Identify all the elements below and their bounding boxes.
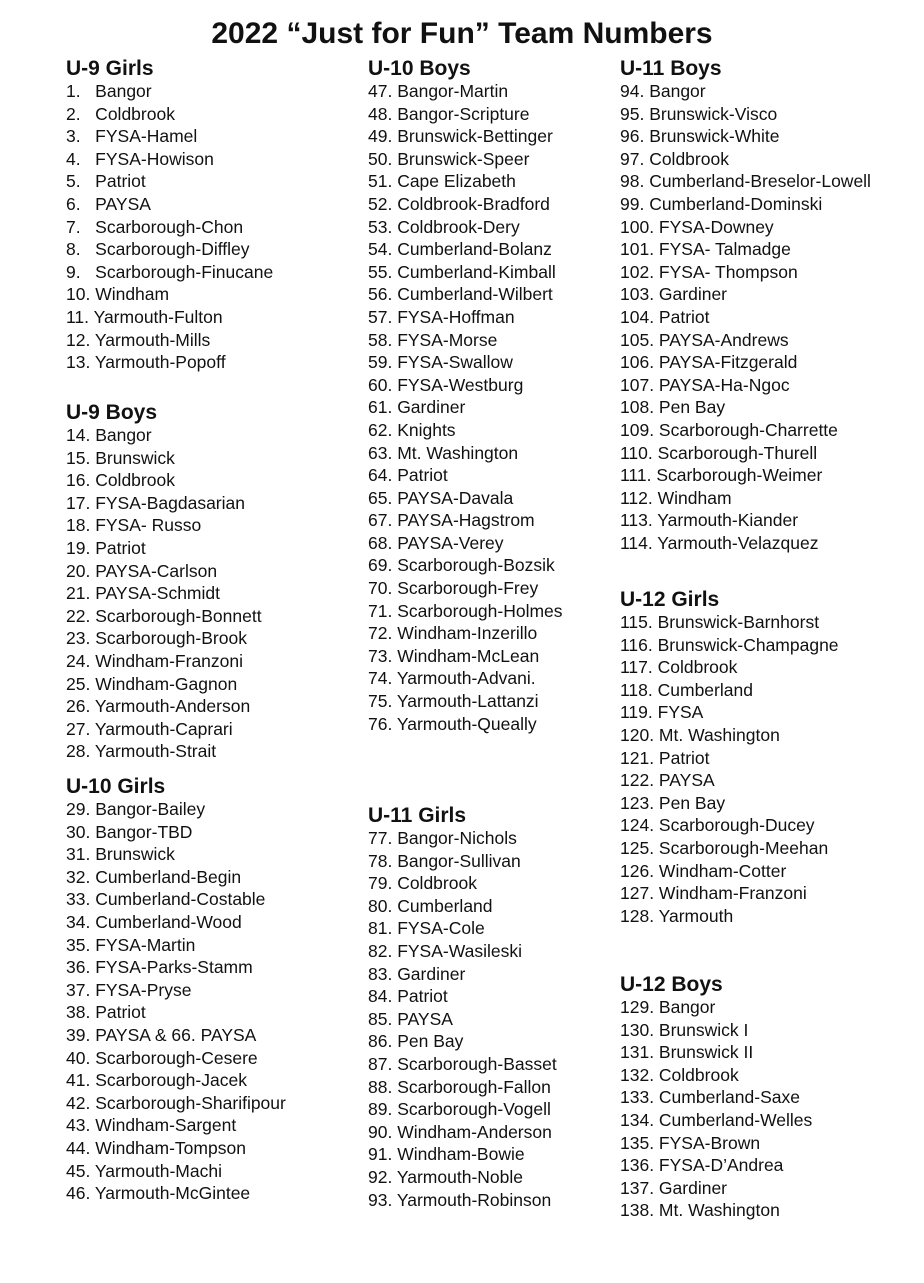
team-list-item: 72. Windham-Inzerillo: [368, 623, 538, 644]
team-list-item: 18. FYSA- Russo: [66, 515, 202, 536]
team-list-item: 83. Gardiner: [368, 963, 466, 984]
team-list-item: 74. Yarmouth-Advani.: [368, 668, 536, 689]
section-header: U-9 Girls: [66, 57, 154, 80]
team-list-item: 13. Yarmouth-Popoff: [66, 352, 226, 373]
team-list-item: 52. Coldbrook-Bradford: [368, 193, 550, 214]
team-list-item: 10. Windham: [66, 284, 170, 305]
team-list-item: 1. Bangor: [66, 81, 152, 101]
team-section: [368, 803, 557, 1211]
team-list-item: 17. FYSA-Bagdasarian: [66, 492, 245, 513]
team-list-item: 85. PAYSA: [368, 1008, 453, 1029]
team-list-item: 61. Gardiner: [368, 397, 466, 418]
team-list-item: 132. Coldbrook: [620, 1064, 739, 1085]
team-list-item: 80. Cumberland: [368, 895, 493, 916]
team-list-item: 12. Yarmouth-Mills: [66, 329, 211, 350]
team-list-item: 99. Cumberland-Dominski: [620, 193, 823, 214]
team-list-item: 116. Brunswick-Champagne: [620, 634, 839, 655]
team-list-item: 59. FYSA-Swallow: [368, 352, 513, 373]
team-list-item: 45. Yarmouth-Machi: [66, 1160, 222, 1181]
team-list-item: 87. Scarborough-Basset: [368, 1053, 557, 1074]
team-list-item: 113. Yarmouth-Kiander: [620, 510, 799, 531]
team-list-item: 25. Windham-Gagnon: [66, 673, 238, 694]
team-list-item: 3. FYSA-Hamel: [66, 126, 198, 147]
team-list-item: 127. Windham-Franzoni: [620, 883, 807, 904]
section-header: U-10 Boys: [368, 57, 471, 80]
team-list-item: 21. PAYSA-Schmidt: [66, 583, 220, 604]
team-list: [620, 611, 839, 927]
team-list: [620, 996, 812, 1222]
team-list-item: 35. FYSA-Martin: [66, 934, 196, 955]
team-list: [368, 80, 563, 735]
team-list-item: 96. Brunswick-White: [620, 126, 780, 147]
team-list-item: 47. Bangor-Martin: [368, 81, 509, 101]
section-header: U-11 Boys: [620, 57, 722, 80]
team-list: [66, 798, 286, 1205]
team-list-item: 128. Yarmouth: [620, 905, 734, 926]
team-list: [66, 424, 262, 763]
section-header: U-12 Boys: [620, 973, 723, 996]
team-list-item: 95. Brunswick-Visco: [620, 103, 778, 124]
team-list-item: 26. Yarmouth-Anderson: [66, 696, 251, 717]
team-list-item: 134. Cumberland-Welles: [620, 1109, 813, 1130]
team-list-item: 16. Coldbrook: [66, 470, 175, 491]
section-header: U-12 Girls: [620, 588, 720, 611]
team-list-item: 82. FYSA-Wasileski: [368, 940, 522, 961]
team-list-item: 44. Windham-Tompson: [66, 1137, 246, 1158]
team-section: [620, 587, 839, 927]
team-list-item: 60. FYSA-Westburg: [368, 374, 524, 395]
team-list-item: 67. PAYSA-Hagstrom: [368, 510, 535, 531]
team-section: [66, 774, 286, 1205]
team-list-item: 77. Bangor-Nichols: [368, 828, 517, 848]
team-list-item: 40. Scarborough-Cesere: [66, 1047, 258, 1068]
team-list-item: 98. Cumberland-Breselor-Lowell: [620, 171, 871, 192]
page-title: 2022 “Just for Fun” Team Numbers: [211, 17, 713, 50]
team-list-item: 23. Scarborough-Brook: [66, 628, 247, 649]
team-list-item: 19. Patriot: [66, 537, 146, 558]
team-list-item: 105. PAYSA-Andrews: [620, 329, 789, 350]
team-list-item: 11. Yarmouth-Fulton: [66, 306, 223, 327]
team-list-item: 28. Yarmouth-Strait: [66, 741, 217, 762]
team-list-item: 135. FYSA-Brown: [620, 1132, 761, 1153]
team-list-item: 15. Brunswick: [66, 447, 175, 468]
team-list-item: 106. PAYSA-Fitzgerald: [620, 352, 798, 373]
team-list-item: 5. Patriot: [66, 171, 146, 192]
team-list-item: 33. Cumberland-Costable: [66, 889, 266, 910]
team-list-item: 43. Windham-Sargent: [66, 1115, 237, 1136]
team-section: [66, 400, 262, 763]
team-list-item: 30. Bangor-TBD: [66, 821, 193, 842]
team-list-item: 84. Patriot: [368, 986, 448, 1007]
team-list-item: 56. Cumberland-Wilbert: [368, 284, 553, 305]
team-list-item: 101. FYSA- Talmadge: [620, 239, 791, 260]
team-list-item: 133. Cumberland-Saxe: [620, 1087, 800, 1108]
team-list-item: 76. Yarmouth-Queally: [368, 713, 537, 734]
section-header: U-11 Girls: [368, 804, 467, 827]
team-list-item: 7. Scarborough-Chon: [66, 216, 244, 237]
team-list-item: 71. Scarborough-Holmes: [368, 600, 563, 621]
team-list-item: 64. Patriot: [368, 465, 448, 486]
team-list: [620, 80, 871, 554]
team-list-item: 136. FYSA-D’Andrea: [620, 1155, 784, 1176]
team-list-item: 36. FYSA-Parks-Stamm: [66, 957, 253, 978]
team-list-item: 89. Scarborough-Vogell: [368, 1099, 551, 1120]
team-list-item: 62. Knights: [368, 419, 456, 440]
team-list-item: 93. Yarmouth-Robinson: [368, 1189, 552, 1210]
team-list-item: 8. Scarborough-Diffley: [66, 239, 250, 260]
team-list-item: 4. FYSA-Howison: [66, 148, 214, 169]
team-list-item: 38. Patriot: [66, 1002, 146, 1023]
team-list: [66, 80, 273, 374]
team-list-item: 90. Windham-Anderson: [368, 1121, 552, 1142]
team-list-item: 110. Scarborough-Thurell: [620, 442, 818, 463]
team-list-item: 34. Cumberland-Wood: [66, 911, 242, 932]
team-list-item: 120. Mt. Washington: [620, 724, 780, 745]
team-list-item: 88. Scarborough-Fallon: [368, 1076, 551, 1097]
team-list-item: 73. Windham-McLean: [368, 645, 540, 666]
team-list-item: 78. Bangor-Sullivan: [368, 850, 521, 871]
team-list-item: 137. Gardiner: [620, 1177, 728, 1198]
team-list-item: 123. Pen Bay: [620, 792, 726, 813]
team-list-item: 97. Coldbrook: [620, 148, 729, 169]
team-list-item: 51. Cape Elizabeth: [368, 171, 516, 192]
team-list-item: 58. FYSA-Morse: [368, 329, 498, 350]
team-list-item: 114. Yarmouth-Velazquez: [620, 532, 819, 553]
team-list: [368, 827, 557, 1211]
team-list-item: 6. PAYSA: [66, 193, 151, 214]
team-list-item: 46. Yarmouth-McGintee: [66, 1183, 251, 1204]
team-section: [620, 972, 812, 1222]
team-list-item: 70. Scarborough-Frey: [368, 578, 539, 599]
team-list-item: 118. Cumberland: [620, 679, 753, 700]
team-list-item: 57. FYSA-Hoffman: [368, 306, 515, 327]
team-list-item: 53. Coldbrook-Dery: [368, 216, 520, 237]
team-list-item: 81. FYSA-Cole: [368, 918, 485, 939]
team-list-item: 24. Windham-Franzoni: [66, 650, 244, 671]
team-list-item: 94. Bangor: [620, 81, 706, 101]
team-list-item: 125. Scarborough-Meehan: [620, 837, 829, 858]
section-header: U-10 Girls: [66, 775, 166, 798]
team-list-item: 103. Gardiner: [620, 284, 728, 305]
team-list-item: 102. FYSA- Thompson: [620, 261, 798, 282]
team-list-item: 131. Brunswick II: [620, 1042, 754, 1063]
team-list-item: 75. Yarmouth-Lattanzi: [368, 691, 539, 712]
team-list-item: 31. Brunswick: [66, 844, 175, 865]
team-list-item: 100. FYSA-Downey: [620, 216, 774, 237]
team-list-item: 48. Bangor-Scripture: [368, 103, 530, 124]
team-list-item: 115. Brunswick-Barnhorst: [620, 612, 820, 632]
team-list-item: 9. Scarborough-Finucane: [66, 261, 274, 282]
team-list-item: 117. Coldbrook: [620, 657, 738, 678]
team-list-item: 122. PAYSA: [620, 770, 715, 791]
team-list-item: 29. Bangor-Bailey: [66, 799, 206, 819]
team-list-item: 92. Yarmouth-Noble: [368, 1166, 523, 1187]
team-list-item: 49. Brunswick-Bettinger: [368, 126, 553, 147]
team-list-item: 14. Bangor: [66, 425, 152, 445]
team-list-item: 119. FYSA: [620, 702, 704, 723]
team-list-item: 63. Mt. Washington: [368, 442, 519, 463]
team-list-item: 27. Yarmouth-Caprari: [66, 718, 233, 739]
team-section: [368, 56, 563, 735]
team-list-item: 22. Scarborough-Bonnett: [66, 605, 262, 626]
team-list-item: 91. Windham-Bowie: [368, 1144, 525, 1165]
team-list-item: 20. PAYSA-Carlson: [66, 560, 218, 581]
team-list-item: 2. Coldbrook: [66, 103, 175, 124]
team-list-item: 42. Scarborough-Sharifipour: [66, 1092, 286, 1113]
team-list-item: 86. Pen Bay: [368, 1031, 464, 1052]
team-list-item: 124. Scarborough-Ducey: [620, 815, 815, 836]
team-list-item: 108. Pen Bay: [620, 397, 726, 418]
team-list-item: 32. Cumberland-Begin: [66, 866, 242, 887]
team-list-item: 79. Coldbrook: [368, 873, 477, 894]
team-list-item: 50. Brunswick-Speer: [368, 148, 530, 169]
team-list-item: 129. Bangor: [620, 997, 716, 1017]
team-section: [66, 56, 273, 374]
team-list-item: 69. Scarborough-Bozsik: [368, 555, 555, 576]
team-list-item: 39. PAYSA & 66. PAYSA: [66, 1024, 257, 1045]
team-list-item: 104. Patriot: [620, 306, 710, 327]
team-list-item: 41. Scarborough-Jacek: [66, 1070, 247, 1091]
team-list-item: 112. Windham: [620, 487, 732, 508]
team-list-item: 107. PAYSA-Ha-Ngoc: [620, 374, 790, 395]
team-section: [620, 56, 871, 554]
team-list-item: 130. Brunswick I: [620, 1019, 749, 1040]
team-list-item: 121. Patriot: [620, 747, 710, 768]
team-list-item: 138. Mt. Washington: [620, 1200, 780, 1221]
team-list-item: 54. Cumberland-Bolanz: [368, 239, 552, 260]
team-list-item: 109. Scarborough-Charrette: [620, 419, 838, 440]
section-header: U-9 Boys: [66, 401, 158, 424]
team-list-item: 68. PAYSA-Verey: [368, 532, 504, 553]
team-list-item: 55. Cumberland-Kimball: [368, 261, 556, 282]
team-list-item: 126. Windham-Cotter: [620, 860, 787, 881]
team-list-item: 111. Scarborough-Weimer: [620, 465, 823, 486]
team-list-item: 37. FYSA-Pryse: [66, 979, 192, 1000]
team-list-item: 65. PAYSA-Davala: [368, 487, 514, 508]
